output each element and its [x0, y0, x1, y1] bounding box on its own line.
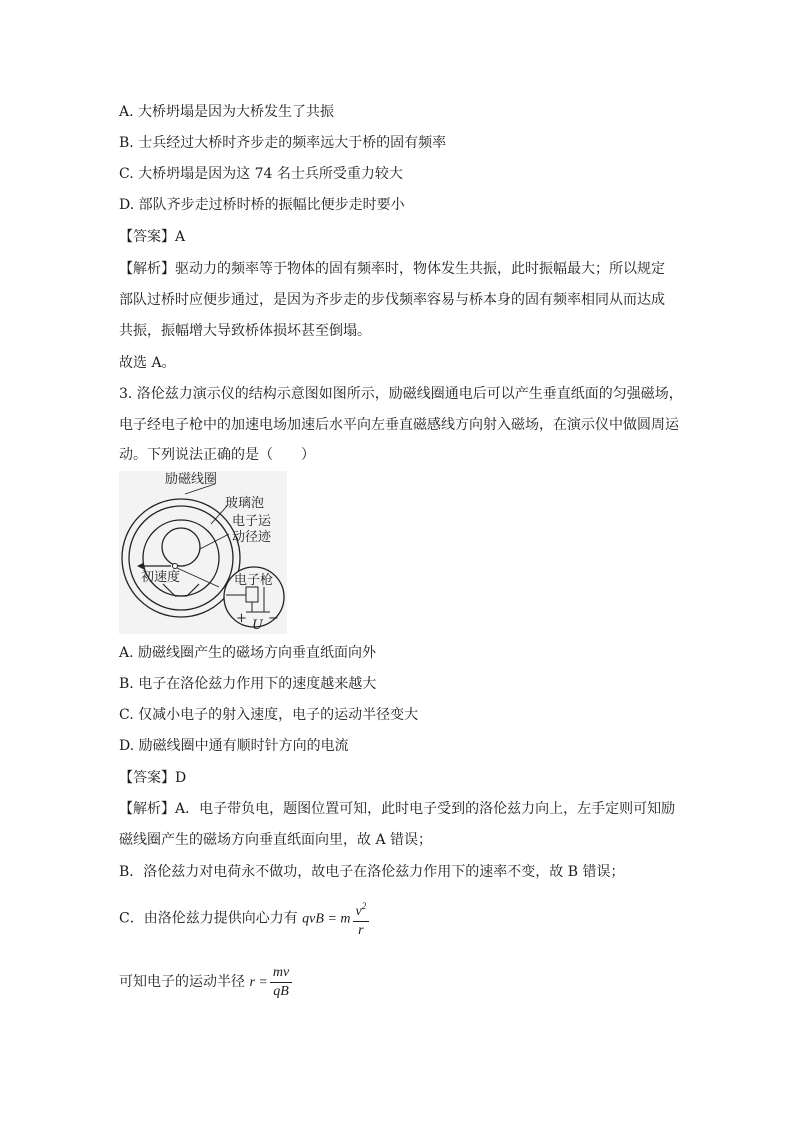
formula-radius-fraction [270, 964, 292, 1001]
label-voltage-u: U [252, 618, 263, 633]
option-3c: C. 仅减小电子的射入速度，电子的运动半径变大 [119, 707, 419, 723]
analysis-3c [119, 897, 371, 940]
radius-text: 可知电子的运动半径 [119, 974, 245, 990]
label-path-line-1: 电子运 [232, 514, 272, 529]
label-electron-gun: 电子枪 [234, 573, 274, 588]
option-2b: B. 士兵经过大桥时齐步走的频率远大于桥的固有频率 [119, 135, 447, 151]
lorentz-force-apparatus-diagram [119, 471, 287, 634]
option-2d: D. 部队齐步走过桥时桥的振幅比便步走时要小 [119, 197, 405, 213]
label-minus: − [268, 611, 279, 626]
question-3-stem-1: 3. 洛伦兹力演示仪的结构示意图如图所示，励磁线圈通电后可以产生垂直纸面的匀强磁场， [119, 386, 683, 402]
question-3-stem-2: 电子经电子枪中的加速电场加速后水平向左垂直磁感线方向射入磁场，在演示仪中做圆周运 [119, 417, 679, 433]
label-initial-velocity: 初速度 [141, 570, 181, 585]
label-path-line-2: 动径迹 [232, 530, 272, 545]
formula-centripetal-fraction [353, 897, 370, 940]
fraction-exponent: 2 [361, 901, 367, 911]
electron-gun-tip [173, 564, 178, 569]
radius-conclusion [119, 962, 294, 1003]
formula-lorentz-lhs: qvB = m [302, 911, 351, 927]
answer-3: 【答案】D [119, 770, 187, 786]
analysis-3b: B．洛伦兹力对电荷永不做功，故电子在洛伦兹力作用下的速率不变，故 B 错误； [119, 864, 625, 880]
label-excitation-coil: 励磁线圈 [165, 472, 218, 487]
analysis-3c-text: C．由洛伦兹力提供向心力有 [119, 910, 298, 927]
label-plus: + [236, 611, 247, 626]
option-2a: A. 大桥坍塌是因为大桥发生了共振 [119, 104, 335, 120]
radius-numerator: mv [270, 964, 292, 983]
conclusion-2: 故选 A。 [119, 355, 176, 371]
fraction-numerator: v [355, 904, 362, 919]
analysis-2-line-1: 【解析】驱动力的频率等于物体的固有频率时，物体发生共振，此时振幅最大；所以规定 [119, 261, 665, 277]
label-glass-bulb: 玻璃泡 [225, 496, 265, 511]
analysis-3a-line-1: 【解析】A．电子带负电，题图位置可知，此时电子受到的洛伦兹力向上，左手定则可知励 [119, 801, 676, 817]
analysis-2-line-2: 部队过桥时应便步通过，是因为齐步走的步伐频率容易与桥本身的固有频率相同从而达成 [119, 292, 665, 308]
analysis-2-line-3: 共振，振幅增大导致桥体损坏甚至倒塌。 [119, 323, 371, 339]
formula-radius-lhs: r = [249, 975, 268, 990]
fraction-denominator: r [358, 923, 364, 938]
option-3a: A. 励磁线圈产生的磁场方向垂直纸面向外 [119, 645, 377, 661]
option-3d: D. 励磁线圈中通有顺时针方向的电流 [119, 738, 349, 754]
option-3b: B. 电子在洛伦兹力作用下的速度越来越大 [119, 676, 377, 692]
answer-2: 【答案】A [119, 229, 186, 245]
question-3-stem-3: 动。下列说法正确的是（ ） [119, 447, 315, 463]
option-2c: C. 大桥坍塌是因为这 74 名士兵所受重力较大 [119, 166, 403, 182]
radius-denominator: qB [273, 983, 289, 999]
analysis-3a-line-2: 磁线圈产生的磁场方向垂直纸面向里，故 A 错误； [119, 832, 433, 848]
